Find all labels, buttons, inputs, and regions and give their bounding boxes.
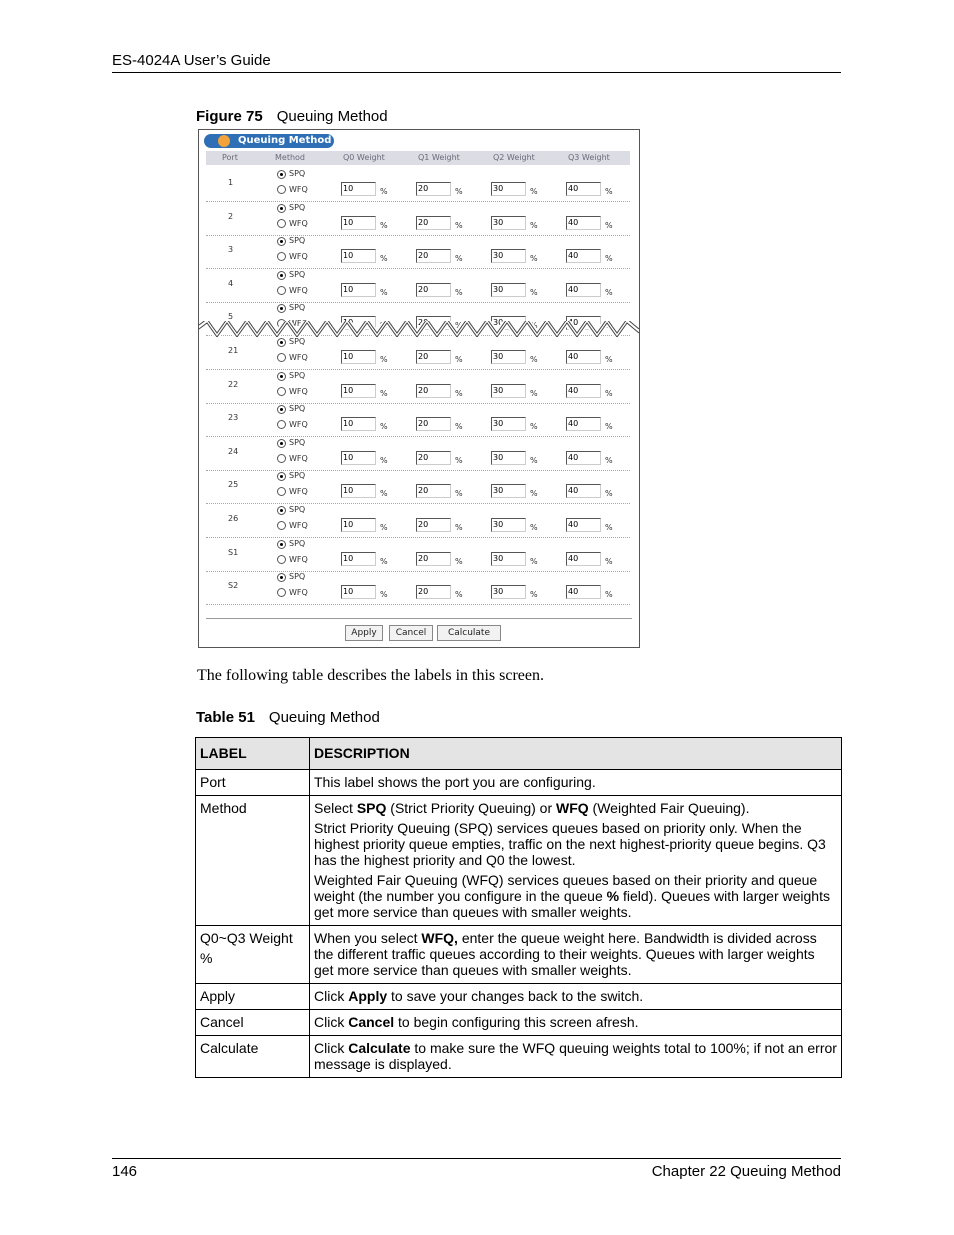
percent-label: %	[530, 455, 538, 465]
wfq-label: WFQ	[289, 588, 308, 598]
col-q2-weight: Q2 Weight	[493, 153, 535, 162]
percent-label: %	[380, 422, 388, 432]
table-row	[196, 770, 842, 796]
percent-label: %	[380, 388, 388, 398]
percent-label: %	[380, 287, 388, 297]
q1-weight-input[interactable]: 20	[416, 216, 451, 230]
port-row	[206, 201, 630, 236]
q3-weight-input[interactable]: 40	[566, 316, 601, 330]
percent-label: %	[530, 523, 538, 532]
q3-weight-input[interactable]: 40	[566, 451, 601, 465]
q2-weight-input[interactable]: 30	[491, 417, 526, 431]
page-number: 146	[112, 1163, 138, 1180]
port-row	[206, 402, 630, 437]
wfq-label: WFQ	[289, 453, 308, 463]
wfq-label: WFQ	[289, 285, 308, 295]
spq-radio[interactable]	[277, 204, 286, 213]
wfq-label: WFQ	[289, 521, 308, 530]
wfq-label: WFQ	[289, 420, 308, 430]
row-label: Cancel	[196, 1010, 310, 1036]
percent-label: %	[455, 287, 463, 297]
spq-radio[interactable]	[277, 170, 286, 179]
q1-weight-input[interactable]: 20	[416, 249, 451, 263]
percent-label: %	[380, 523, 388, 532]
q0-weight-input[interactable]: 10	[341, 518, 376, 532]
wfq-radio[interactable]	[277, 487, 286, 496]
col-q1-weight: Q1 Weight	[418, 153, 460, 162]
spq-label: SPQ	[289, 236, 306, 246]
row-description: When you select WFQ, enter the queue weight here. Bandwidth is divided across the different traffic queues according to their weights. Queues with larger weights get more service than queues with smaller weights.	[310, 926, 842, 984]
percent-label: %	[530, 355, 538, 364]
description-table	[195, 737, 842, 1078]
table-row	[196, 796, 842, 926]
row-label: Apply	[196, 984, 310, 1010]
percent-label: %	[605, 590, 613, 600]
q2-weight-input[interactable]: 30	[491, 484, 526, 498]
wfq-label: WFQ	[289, 554, 308, 564]
column-header-row	[206, 151, 630, 165]
port-number: 5	[228, 312, 234, 322]
percent-label: %	[605, 523, 613, 532]
percent-label: %	[605, 388, 613, 398]
port-row	[206, 167, 630, 202]
spq-label: SPQ	[289, 303, 306, 313]
percent-label: %	[380, 556, 388, 566]
q0-weight-input[interactable]: 10	[341, 182, 376, 196]
wfq-radio[interactable]	[277, 286, 286, 295]
table-row	[196, 1010, 842, 1036]
q1-weight-input[interactable]: 20	[416, 518, 451, 532]
percent-label: %	[530, 220, 538, 230]
percent-label: %	[530, 422, 538, 432]
percent-label: %	[455, 321, 463, 331]
table-label: Table 51	[196, 709, 255, 726]
percent-label: %	[380, 455, 388, 465]
wfq-radio[interactable]	[277, 420, 286, 429]
percent-label: %	[455, 422, 463, 432]
spq-radio[interactable]	[277, 573, 286, 582]
percent-label: %	[455, 187, 463, 196]
port-row	[206, 234, 630, 269]
percent-label: %	[530, 187, 538, 196]
q2-weight-input[interactable]: 30	[491, 451, 526, 465]
port-row	[206, 469, 630, 504]
percent-label: %	[605, 355, 613, 364]
wfq-radio[interactable]	[277, 588, 286, 597]
q3-weight-input[interactable]: 40	[566, 585, 601, 599]
q3-weight-input[interactable]: 40	[566, 216, 601, 230]
spq-label: SPQ	[289, 471, 306, 481]
port-row	[206, 436, 630, 471]
port-row	[206, 537, 630, 572]
q2-weight-input[interactable]: 30	[491, 552, 526, 566]
row-label: Method	[196, 796, 310, 926]
queuing-method-screenshot	[198, 129, 640, 648]
spq-radio[interactable]	[277, 506, 286, 515]
q0-weight-input[interactable]: 10	[341, 283, 376, 297]
percent-label: %	[455, 388, 463, 398]
spq-radio[interactable]	[277, 304, 286, 313]
percent-label: %	[605, 187, 613, 196]
port-row	[206, 570, 630, 605]
spq-radio[interactable]	[277, 472, 286, 481]
q0-weight-input[interactable]: 10	[341, 417, 376, 431]
wfq-radio[interactable]	[277, 252, 286, 261]
percent-label: %	[380, 489, 388, 499]
port-number: S1	[228, 547, 239, 557]
wfq-radio[interactable]	[277, 454, 286, 463]
percent-label: %	[605, 455, 613, 465]
q2-weight-input[interactable]: 30	[491, 182, 526, 196]
q2-weight-input[interactable]: 30	[491, 249, 526, 263]
q3-weight-input[interactable]: 40	[566, 182, 601, 196]
percent-label: %	[380, 590, 388, 600]
q0-weight-input[interactable]: 10	[341, 484, 376, 498]
table-caption	[196, 709, 380, 726]
q2-weight-input[interactable]: 30	[491, 350, 526, 364]
percent-label: %	[455, 355, 463, 364]
percent-label: %	[605, 422, 613, 432]
spq-label: SPQ	[289, 437, 306, 447]
port-row	[206, 503, 630, 538]
percent-label: %	[380, 254, 388, 264]
spq-radio[interactable]	[277, 237, 286, 246]
percent-label: %	[380, 187, 388, 196]
q0-weight-input[interactable]: 10	[341, 585, 376, 599]
figure-title: Queuing Method	[276, 108, 388, 125]
spq-radio[interactable]	[277, 372, 286, 381]
port-number: 4	[228, 278, 234, 288]
percent-label: %	[530, 321, 538, 331]
port-row	[206, 369, 630, 404]
percent-label: %	[530, 590, 538, 600]
q2-weight-input[interactable]: 30	[491, 518, 526, 532]
spq-label: SPQ	[289, 572, 306, 582]
port-number: 3	[228, 245, 234, 255]
port-row	[206, 268, 630, 303]
header-label: LABEL	[196, 738, 310, 770]
q2-weight-input[interactable]: 30	[491, 585, 526, 599]
spq-radio[interactable]	[277, 439, 286, 448]
q0-weight-input[interactable]: 10	[341, 384, 376, 398]
row-label: Q0~Q3 Weight %	[196, 926, 310, 984]
row-description: Click Calculate to make sure the WFQ queuing weights total to 100%; if not an error message is displayed.	[310, 1036, 842, 1078]
percent-label: %	[380, 355, 388, 364]
wfq-label: WFQ	[289, 353, 308, 362]
port-row	[206, 335, 630, 370]
port-number: 26	[228, 514, 239, 523]
q2-weight-input[interactable]: 30	[491, 384, 526, 398]
guide-title: ES-4024A User’s Guide	[112, 52, 271, 69]
col-method: Method	[275, 153, 306, 162]
port-number: 1	[228, 178, 234, 187]
q1-weight-input[interactable]: 20	[416, 451, 451, 465]
q1-weight-input[interactable]: 20	[416, 552, 451, 566]
q1-weight-input[interactable]: 20	[416, 283, 451, 297]
row-description: Click Apply to save your changes back to the switch.	[310, 984, 842, 1010]
wfq-radio[interactable]	[277, 387, 286, 396]
row-description: Click Cancel to begin configuring this screen afresh.	[310, 1010, 842, 1036]
q0-weight-input[interactable]: 10	[341, 451, 376, 465]
q0-weight-input[interactable]: 10	[341, 216, 376, 230]
figure-label: Figure 75	[196, 108, 263, 125]
spq-radio[interactable]	[277, 540, 286, 549]
percent-label: %	[530, 388, 538, 398]
apply-button[interactable]: Apply	[345, 625, 383, 641]
percent-label: %	[380, 220, 388, 230]
spq-label: SPQ	[289, 538, 306, 548]
percent-label: %	[605, 556, 613, 566]
port-number: 22	[228, 379, 239, 389]
spq-radio[interactable]	[277, 338, 286, 347]
q0-weight-input[interactable]: 10	[341, 316, 376, 330]
page-header	[112, 52, 841, 73]
spq-label: SPQ	[289, 269, 306, 279]
port-number: 23	[228, 413, 239, 423]
wfq-label: WFQ	[289, 487, 308, 497]
percent-label: %	[530, 254, 538, 264]
cancel-button[interactable]: Cancel	[389, 625, 433, 641]
row-description: Select SPQ (Strict Priority Queuing) or WFQ (Weighted Fair Queuing). Strict Priority Queuing (SPQ) services queues based on priority only. When the highest priority queue empties, traffic on the next highest-priority queue begins. Q3 has the highest priority and Q0 the lowest. Weighted Fair Queuing (WFQ) services queues based on their priority and queue weight (the number you configure in the queue % field). Queues with larger weights get more service than queues with smaller weights.	[310, 796, 842, 926]
spq-label: SPQ	[289, 370, 306, 380]
wfq-radio[interactable]	[277, 521, 286, 530]
port-number: S2	[228, 581, 239, 591]
row-description: This label shows the port you are configuring.	[310, 770, 842, 796]
col-port: Port	[222, 153, 238, 162]
wfq-label: WFQ	[289, 185, 308, 194]
spq-label: SPQ	[289, 505, 306, 514]
q1-weight-input[interactable]: 20	[416, 350, 451, 364]
wfq-radio[interactable]	[277, 219, 286, 228]
q1-weight-input[interactable]: 20	[416, 316, 451, 330]
wfq-radio[interactable]	[277, 353, 286, 362]
q3-weight-input[interactable]: 40	[566, 518, 601, 532]
q1-weight-input[interactable]: 20	[416, 384, 451, 398]
spq-radio[interactable]	[277, 405, 286, 414]
percent-label: %	[455, 220, 463, 230]
percent-label: %	[530, 556, 538, 566]
chapter-title: Chapter 22 Queuing Method	[651, 1163, 841, 1180]
button-divider	[206, 618, 632, 619]
screen-title-bar	[204, 134, 334, 148]
percent-label: %	[605, 321, 613, 331]
q3-weight-input[interactable]: 40	[566, 249, 601, 263]
spq-radio[interactable]	[277, 271, 286, 280]
intro-text: The following table describes the labels in this screen.	[197, 667, 545, 684]
spq-label: SPQ	[289, 202, 306, 212]
screen-title: Queuing Method	[238, 135, 332, 146]
percent-label: %	[605, 489, 613, 499]
percent-label: %	[455, 523, 463, 532]
spq-label: SPQ	[289, 404, 306, 414]
title-bullet-icon	[218, 135, 230, 147]
q3-weight-input[interactable]: 40	[566, 283, 601, 297]
q0-weight-input[interactable]: 10	[341, 249, 376, 263]
wfq-radio[interactable]	[277, 555, 286, 564]
q2-weight-input[interactable]: 30	[491, 316, 526, 330]
table-header-row	[196, 738, 842, 770]
q3-weight-input[interactable]: 40	[566, 384, 601, 398]
percent-label: %	[530, 287, 538, 297]
percent-label: %	[380, 321, 388, 331]
break-zigzag	[199, 321, 639, 337]
wfq-label: WFQ	[289, 218, 308, 228]
q2-weight-input[interactable]: 30	[491, 283, 526, 297]
percent-label: %	[455, 254, 463, 264]
q2-weight-input[interactable]: 30	[491, 216, 526, 230]
q1-weight-input[interactable]: 20	[416, 182, 451, 196]
q0-weight-input[interactable]: 10	[341, 350, 376, 364]
q1-weight-input[interactable]: 20	[416, 417, 451, 431]
col-q0-weight: Q0 Weight	[343, 153, 385, 162]
calculate-button[interactable]: Calculate	[437, 625, 501, 641]
percent-label: %	[455, 590, 463, 600]
row-label: Calculate	[196, 1036, 310, 1078]
percent-label: %	[455, 489, 463, 499]
page-footer	[112, 1158, 841, 1180]
port-number: 24	[228, 446, 239, 456]
figure-caption	[196, 108, 388, 125]
q1-weight-input[interactable]: 20	[416, 484, 451, 498]
port-number: 2	[228, 211, 234, 221]
q3-weight-input[interactable]: 40	[566, 484, 601, 498]
spq-label: SPQ	[289, 169, 306, 178]
wfq-radio[interactable]	[277, 185, 286, 194]
percent-label: %	[605, 220, 613, 230]
percent-label: %	[605, 254, 613, 264]
percent-label: %	[455, 455, 463, 465]
wfq-label: WFQ	[289, 386, 308, 396]
table-row	[196, 926, 842, 984]
q0-weight-input[interactable]: 10	[341, 552, 376, 566]
table-row	[196, 1036, 842, 1078]
percent-label: %	[605, 287, 613, 297]
q3-weight-input[interactable]: 40	[566, 417, 601, 431]
wfq-label: WFQ	[289, 252, 308, 262]
row-label: Port	[196, 770, 310, 796]
spq-label: SPQ	[289, 337, 306, 346]
port-number: 25	[228, 480, 239, 490]
q3-weight-input[interactable]: 40	[566, 350, 601, 364]
col-q3-weight: Q3 Weight	[568, 153, 610, 162]
port-number: 21	[228, 346, 239, 355]
header-description: DESCRIPTION	[310, 738, 842, 770]
wfq-label: WFQ	[289, 319, 308, 329]
table-title: Queuing Method	[268, 709, 380, 726]
q1-weight-input[interactable]: 20	[416, 585, 451, 599]
percent-label: %	[455, 556, 463, 566]
table-row	[196, 984, 842, 1010]
q3-weight-input[interactable]: 40	[566, 552, 601, 566]
percent-label: %	[530, 489, 538, 499]
